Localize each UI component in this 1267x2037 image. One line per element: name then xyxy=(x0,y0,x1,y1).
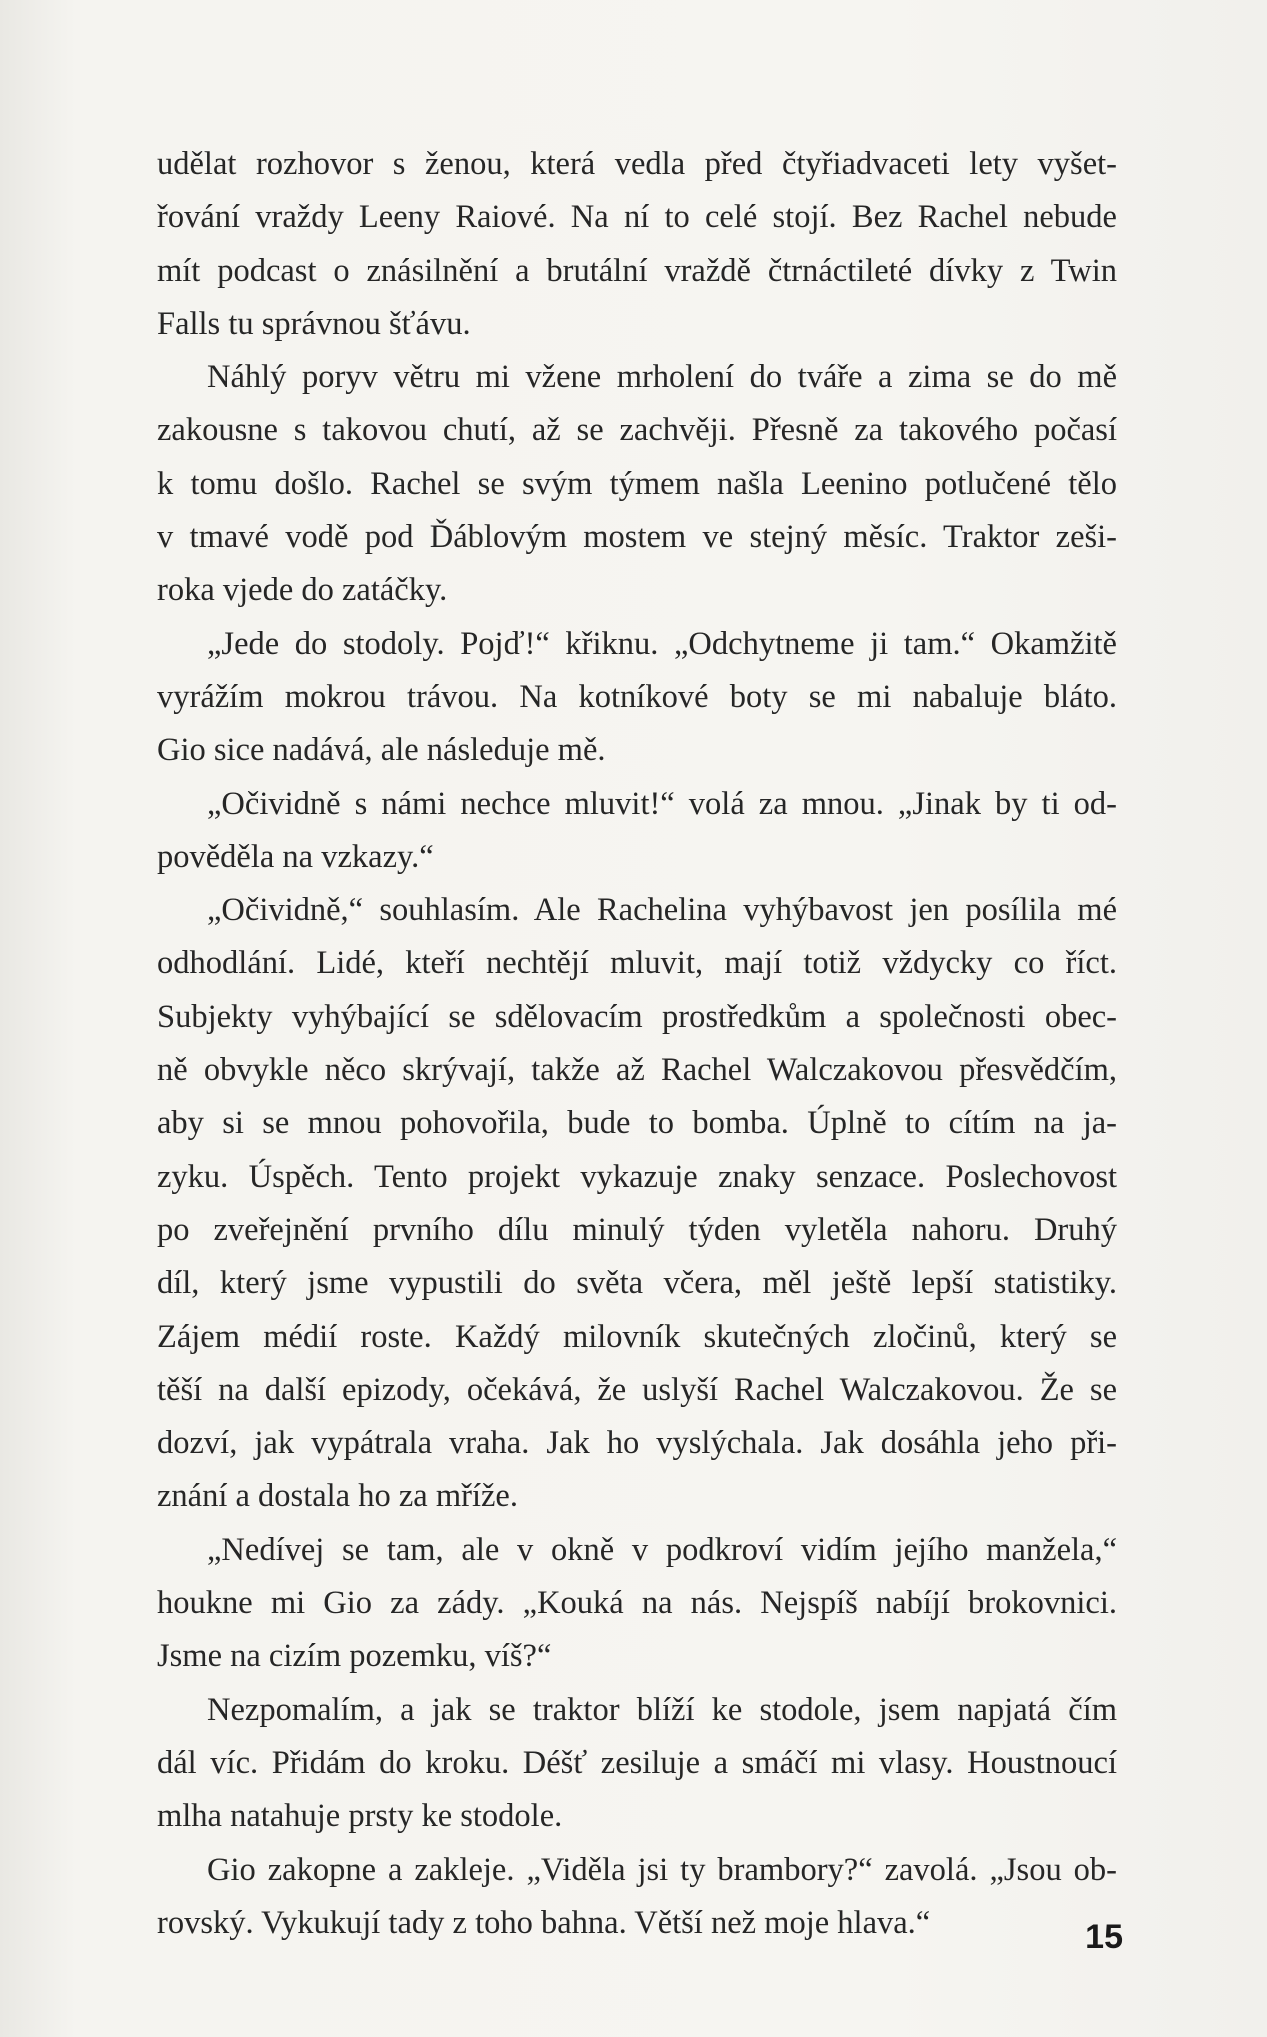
text-line: těší na další epizody, očekává, že uslyší Rachel Walczakovou. Že se xyxy=(157,1371,1117,1408)
text-line: „Očividně s námi nechce mluvit!“ volá za mnou. „Jinak by ti od- xyxy=(207,785,1117,822)
text-line: řování vraždy Leeny Raiové. Na ní to celé stojí. Bez Rachel nebude xyxy=(157,199,1117,236)
text-line: mít podcast o znásilnění a brutální vraždě čtrnáctileté dívky z Twin xyxy=(157,252,1117,289)
text-line: Gio zakopne a zakleje. „Viděla jsi ty brambory?“ zavolá. „Jsou ob- xyxy=(207,1851,1117,1888)
text-line: k tomu došlo. Rachel se svým týmem našla Leenino potlučené tělo xyxy=(157,465,1117,502)
text-line: Jsme na cizím pozemku, víš?“ xyxy=(157,1638,552,1675)
page-number: 15 xyxy=(1085,1918,1123,1956)
text-line: díl, který jsme vypustili do světa včera, měl ještě lepší statistiky. xyxy=(157,1265,1117,1302)
text-line: mlha natahuje prsty ke stodole. xyxy=(157,1798,563,1835)
text-line: odhodlání. Lidé, kteří nechtějí mluvit, mají totiž vždycky co říct. xyxy=(157,945,1117,982)
text-line: „Nedívej se tam, ale v okně v podkroví vidím jejího manžela,“ xyxy=(207,1531,1117,1568)
text-line: Subjekty vyhýbající se sdělovacím prostředkům a společnosti obec- xyxy=(157,998,1117,1035)
text-line: ně obvykle něco skrývají, takže až Rachel Walczakovou přesvědčím, xyxy=(157,1052,1117,1089)
text-line: roka vjede do zatáčky. xyxy=(157,572,448,609)
text-line: Nezpomalím, a jak se traktor blíží ke stodole, jsem napjatá čím xyxy=(207,1691,1117,1728)
text-line: „Jede do stodoly. Pojď!“ křiknu. „Odchytneme ji tam.“ Okamžitě xyxy=(207,625,1117,662)
text-line: udělat rozhovor s ženou, která vedla před čtyřiadvaceti lety vyšet- xyxy=(157,146,1117,182)
text-line: aby si se mnou pohovořila, bude to bomba. Úplně to cítím na ja- xyxy=(157,1105,1117,1142)
text-line: zakousne s takovou chutí, až se zachvěji. Přesně za takového počasí xyxy=(157,412,1117,449)
text-line: houkne mi Gio za zády. „Kouká na nás. Nejspíš nabíjí brokovnici. xyxy=(157,1585,1117,1622)
text-line: vyrážím mokrou trávou. Na kotníkové boty se mi nabaluje bláto. xyxy=(157,678,1117,715)
text-line: Falls tu správnou šťávu. xyxy=(157,305,471,342)
text-line: Zájem médií roste. Každý milovník skutečných zločinů, který se xyxy=(157,1318,1117,1355)
text-line: Gio sice nadává, ale následuje mě. xyxy=(157,732,606,769)
text-line: pověděla na vzkazy.“ xyxy=(157,838,434,875)
text-line: dál víc. Přidám do kroku. Déšť zesiluje a smáčí mi vlasy. Houstnoucí xyxy=(157,1744,1117,1781)
text-line: rovský. Vykukují tady z toho bahna. Větší než moje hlava.“ xyxy=(157,1904,931,1941)
text-line: znání a dostala ho za mříže. xyxy=(157,1478,518,1515)
text-line: dozví, jak vypátrala vraha. Jak ho vyslýchala. Jak dosáhla jeho při- xyxy=(157,1425,1117,1462)
text-line: po zveřejnění prvního dílu minulý týden vyletěla nahoru. Druhý xyxy=(157,1211,1117,1248)
text-line: zyku. Úspěch. Tento projekt vykazuje znaky senzace. Poslechovost xyxy=(157,1158,1117,1195)
body-text xyxy=(157,138,1117,1950)
text-line: Náhlý poryv větru mi vžene mrholení do tváře a zima se do mě xyxy=(207,359,1117,396)
text-line: „Očividně,“ souhlasím. Ale Rachelina vyhýbavost jen posílila mé xyxy=(207,892,1117,929)
text-line: v tmavé vodě pod Ďáblovým mostem ve stejný měsíc. Traktor zeši- xyxy=(157,519,1117,556)
